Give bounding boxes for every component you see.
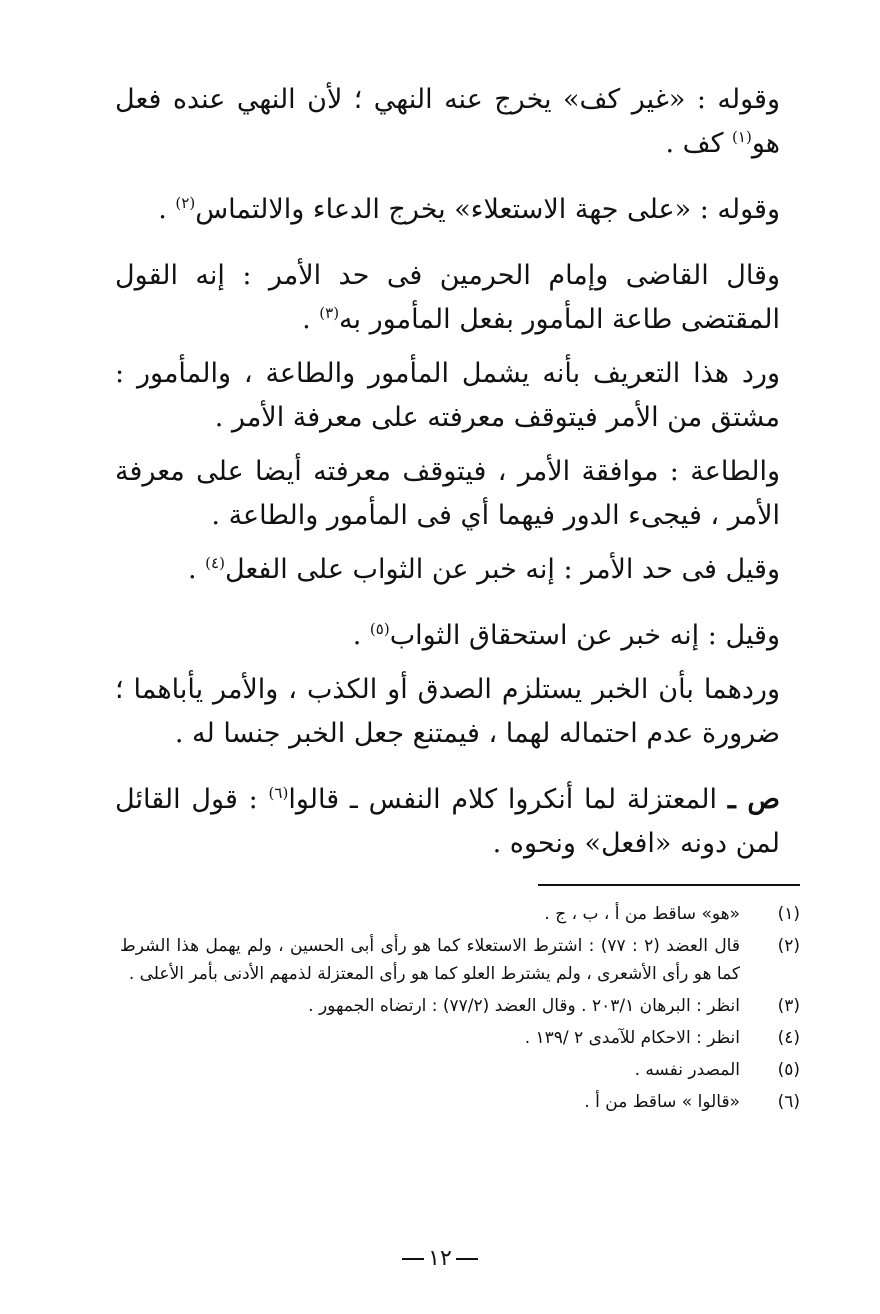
paragraph-tail: .: [188, 554, 206, 585]
footnote: [120, 1088, 800, 1116]
footnote-reference[interactable]: (٦): [268, 784, 289, 802]
page-number: [0, 1246, 880, 1271]
footnote-text: المصدر نفسه .: [634, 1060, 740, 1080]
paragraph-text: وقيل : إنه خبر عن استحقاق الثواب: [389, 620, 780, 651]
paragraph: [115, 548, 780, 592]
footnote-text: «هو» ساقط من أ ، ب ، ج .: [544, 904, 740, 924]
section-marker: ص ـ: [727, 784, 780, 815]
footnote: [120, 1024, 800, 1052]
footnote-reference[interactable]: (٣): [319, 304, 340, 322]
paragraph-tail: : قول القائل لمن دونه «افعل» ونحوه .: [115, 784, 780, 859]
main-text: [115, 78, 780, 888]
paragraph-tail: .: [352, 620, 370, 651]
paragraph: [115, 614, 780, 658]
footnote-reference[interactable]: (٥): [369, 620, 390, 638]
footnote: [120, 900, 800, 928]
footnote-number: (٣): [777, 996, 800, 1016]
paragraph-tail: .: [158, 194, 176, 225]
paragraph: [115, 450, 780, 538]
paragraph: [115, 352, 780, 440]
page-number-value: ١٢: [428, 1246, 452, 1271]
paragraph-text: ورد هذا التعريف بأنه يشمل المأمور والطاعة ، والمأمور : مشتق من الأمر فيتوقف معرفته على معرفة الأمر .: [115, 358, 780, 433]
paragraph-text: وقوله : «غير كف» يخرج عنه النهي ؛ لأن النهي عنده فعل هو: [115, 84, 780, 159]
paragraph-text: والطاعة : موافقة الأمر ، فيتوقف معرفته أيضا على معرفة الأمر ، فيجىء الدور فيهما أي فى المأمور والطاعة .: [115, 456, 780, 531]
footnote-text: «قالوا » ساقط من أ .: [584, 1092, 740, 1112]
footnotes-list: [120, 900, 800, 1120]
paragraph: [115, 78, 780, 166]
paragraph: [115, 188, 780, 232]
paragraph-text: وردهما بأن الخبر يستلزم الصدق أو الكذب ، والأمر يأباهما ؛ ضرورة عدم احتماله لهما ، فيمتنع جعل الخبر جنسا له .: [115, 674, 780, 749]
paragraph-text: وقيل فى حد الأمر : إنه خبر عن الثواب على الفعل: [224, 554, 780, 585]
footnote-text: انظر : البرهان ٢٠٣/١ . وقال العضد (٧٧/٢) : ارتضاه الجمهور .: [308, 996, 740, 1016]
paragraph-tail: كف .: [665, 128, 733, 159]
footnote-number: (١): [777, 904, 800, 924]
paragraph-tail: .: [302, 304, 320, 335]
footnote-reference[interactable]: (٤): [205, 554, 225, 572]
footnote-number: (٥): [777, 1060, 800, 1080]
footnote-text: انظر : الاحكام للآمدى ٢ /١٣٩ .: [524, 1028, 740, 1048]
paragraph-text: وقوله : «على جهة الاستعلاء» يخرج الدعاء والالتماس: [195, 194, 780, 225]
footnote-separator: [538, 884, 800, 886]
paragraph: [115, 254, 780, 342]
footnote: [120, 932, 800, 988]
footnote-number: (٢): [777, 936, 800, 956]
footnote-reference[interactable]: (١): [732, 128, 752, 146]
footnote: [120, 992, 800, 1020]
footnote-number: (٦): [777, 1092, 800, 1112]
rule-paragraph: [115, 778, 780, 866]
paragraph-text: المعتزلة لما أنكروا كلام النفس ـ قالوا: [288, 784, 728, 815]
footnote: [120, 1056, 800, 1084]
page-number-dash: [402, 1258, 424, 1260]
paragraph: [115, 668, 780, 756]
footnote-text: قال العضد (٢ : ٧٧) : اشترط الاستعلاء كما هو رأى أبى الحسين ، ولم يهمل هذا الشرط كما هو رأى الأشعرى ، ولم يشترط العلو كما هو رأى المعتزلة لذمهم الأدنى بأمر الأعلى .: [120, 936, 740, 984]
page-number-dash: [456, 1258, 478, 1260]
footnote-number: (٤): [777, 1028, 800, 1048]
footnote-reference[interactable]: (٢): [175, 194, 196, 212]
paragraph-text: وقال القاضى وإمام الحرمين فى حد الأمر : إنه القول المقتضى طاعة المأمور بفعل المأمور به: [115, 260, 780, 335]
